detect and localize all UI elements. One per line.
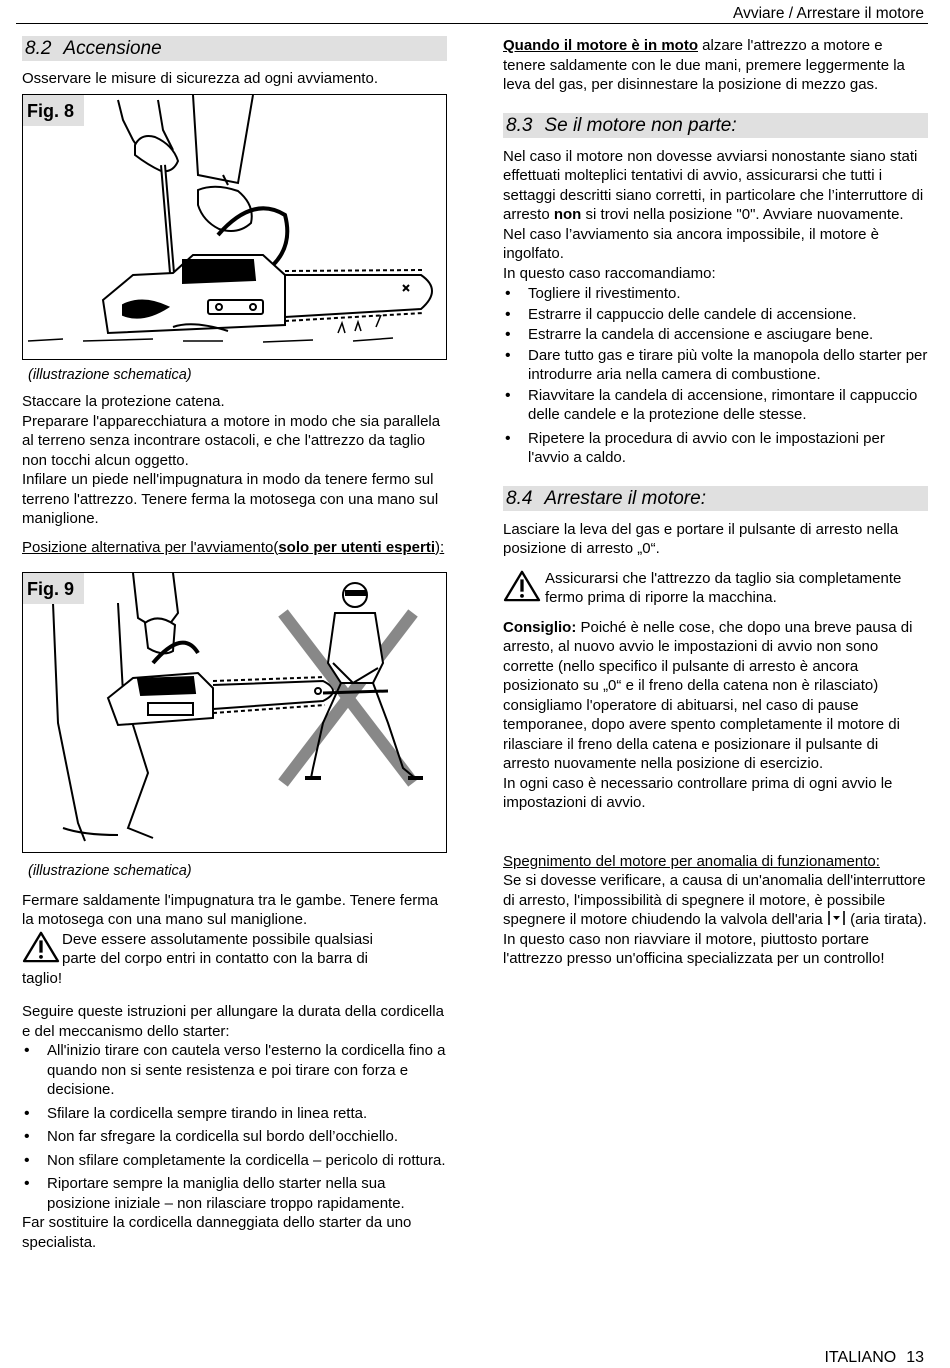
section-heading-8-3	[503, 113, 928, 138]
p83-text-a: Nel caso il motore non dovesse avviarsi nonostante siano stati effettuati molteplici tentativi di avvio, assicurarsi che tutti i settaggi descritti siano corretti, in particolare che l’interruttore di arresto	[503, 147, 924, 223]
cord-instructions-list	[22, 1041, 447, 1213]
warning-line-1: Deve essere assolutamente possibile qualsiasi	[62, 930, 374, 948]
left-column	[22, 36, 447, 1252]
list-item: • Estrarre il cappuccio delle candele di accensione.	[503, 305, 928, 325]
figure-label: Fig. 9	[23, 573, 84, 604]
list-item: • All'inizio tirare con cautela verso l'esterno la cordicella fino a quando non si sente resistenza e poi tirare con forza e decisione.	[22, 1041, 447, 1100]
warning-cutting-tool	[503, 569, 928, 608]
warning-text: Assicurarsi che l'attrezzo da taglio sia completamente fermo prima di riporre la macchina.	[545, 569, 902, 606]
running-engine-text: alzare l'attrezzo a motore e tenere saldamente con le due mani, premere leggermente la leva del gas, per disinnestare la posizione di mezzo gas.	[503, 37, 905, 93]
warning-triangle-icon	[503, 570, 541, 602]
section-number: 8.3	[506, 114, 533, 136]
alt-position-end: ):	[435, 538, 445, 556]
page-number: 13	[906, 1349, 924, 1366]
figure-caption: (illustrazione schematica)	[28, 366, 192, 383]
list-item: • Non far sfregare la cordicella sul bordo dell’occhiello.	[22, 1127, 447, 1147]
list-item: • Ripetere la procedura di avvio con le impostazioni per l'avvio a caldo.	[503, 429, 928, 468]
warning-body-contact	[22, 930, 447, 989]
figure-label: Fig. 8	[23, 95, 84, 126]
shutdown-paragraph	[503, 871, 928, 969]
shutdown-text-b: (aria tirata). In questo caso non riavviare il motore, piuttosto portare l'attrezzo presso un'officina specializzata per un controllo!	[503, 911, 927, 967]
tip-label: Consiglio:	[503, 618, 577, 636]
footer-language: ITALIANO	[824, 1349, 897, 1366]
figure-9	[22, 572, 447, 853]
section-number: 8.2	[25, 38, 52, 59]
right-column	[503, 36, 928, 969]
running-engine-lead: Quando il motore è in moto	[503, 37, 698, 54]
list-item: • Dare tutto gas e tirare più volte la manopola dello starter per introdurre aria nella camera di combustione.	[503, 346, 928, 385]
cord-outro: Far sostituire la cordicella danneggiata dello starter da uno specialista.	[22, 1214, 412, 1251]
page-footer	[824, 1348, 924, 1368]
stop-engine-paragraph: Lasciare la leva del gas e portare il pulsante di arresto nella posizione di arresto „0“.	[503, 520, 899, 557]
section-title: Arrestare il motore:	[544, 487, 706, 509]
tip-paragraph	[503, 618, 928, 813]
shutdown-heading: Spegnimento del motore per anomalia di funzionamento:	[503, 852, 880, 870]
figure-caption: (illustrazione schematica)	[28, 863, 192, 879]
cord-intro: Seguire queste istruzioni per allungare la durata della cordicella e del meccanismo dello starter:	[22, 1003, 444, 1040]
safety-note: Osservare le misure di sicurezza ad ogni avviamento.	[22, 70, 378, 87]
choke-symbol-icon	[827, 910, 846, 926]
paragraph-leg-grip: Fermare saldamente l'impugnatura tra le gambe. Tenere ferma la motosega con una mano sul maniglione.	[22, 891, 439, 928]
chainsaw-ground-start-illustration	[23, 95, 445, 358]
alt-position-bold: solo per utenti esperti	[278, 538, 436, 556]
list-item: • Sfilare la cordicella sempre tirando in linea retta.	[22, 1104, 447, 1124]
list-item: • Estrarre la candela di accensione e asciugare bene.	[503, 325, 928, 345]
p83-bold: non	[553, 206, 582, 223]
figure-8	[22, 94, 447, 360]
alt-position-text: Posizione alternativa per l'avviamento(	[22, 538, 279, 556]
section-number: 8.4	[506, 487, 533, 509]
paragraph-start-procedure: Staccare la protezione catena. Preparare l'apparecchiatura a motore in modo che sia parallela al terreno senza incontrare ostacoli, e che l'attrezzo da taglio non tocchi alcun oggetto. Infilare un piede nell'impugnatura in modo da tenere fermo sul terreno l'attrezzo. Tenere ferma la motosega con una mano sul maniglione.	[22, 393, 441, 527]
section-title: Se il motore non parte:	[544, 114, 737, 136]
warning-triangle-icon	[22, 931, 60, 963]
list-item: • Riavvitare la candela di accensione, rimontare il cappuccio delle candele e la protezione delle stesse.	[503, 386, 928, 425]
list-item: • Togliere il rivestimento.	[503, 284, 928, 304]
list-item: • Non sfilare completamente la cordicella – pericolo di rottura.	[22, 1151, 447, 1171]
warning-line-2: parte del corpo entri in contatto con la barra di	[62, 950, 369, 967]
running-engine-paragraph	[503, 36, 928, 95]
p83-text-b: si trovi nella posizione "0". Avviare nuovamente. Nel caso l’avviamento sia ancora impossibile, il motore è ingolfato. In questo caso raccomandiamo:	[503, 206, 904, 282]
chainsaw-leg-start-illustration	[23, 573, 435, 851]
shutdown-text-a: Se si dovesse verificare, a causa di un'anomalia dell'interruttore di arresto, l'impossibilità di spegnere il motore, è possibile spegnere il motore chiudendo la valvola dell'aria	[503, 872, 926, 928]
section-heading-8-4	[503, 486, 928, 511]
warning-line-3: taglio!	[22, 969, 63, 987]
list-item: • Riportare sempre la maniglia dello starter nella sua posizione iniziale – non rilasciare troppo rapidamente.	[22, 1174, 447, 1213]
running-header: Avviare / Arrestare il motore	[733, 5, 924, 22]
engine-not-starting-paragraph	[503, 147, 928, 284]
section-title: Accensione	[63, 38, 162, 59]
tip-text: Poiché è nelle cose, che dopo una breve pausa di arresto, al nuovo avvio le impostazioni di avvio non sono corrette (nello specifico il pulsante di arresto è ancora posizionato su „0“ e il freno della catena non è rilasciato) consigliamo l'operatore di abituarsi, nel caso di pause temporanee, dopo avere spento completamente il motore di rilasciare il freno della catena e posizionare il pulsante di arresto nuovamente nella posizione di esercizio. In ogni caso è necessario controllare prima di ogni avvio le impostazioni di avvio.	[503, 618, 913, 811]
section-heading-8-2	[22, 36, 447, 61]
alt-position-heading	[22, 538, 447, 558]
flooded-engine-list	[503, 284, 928, 468]
